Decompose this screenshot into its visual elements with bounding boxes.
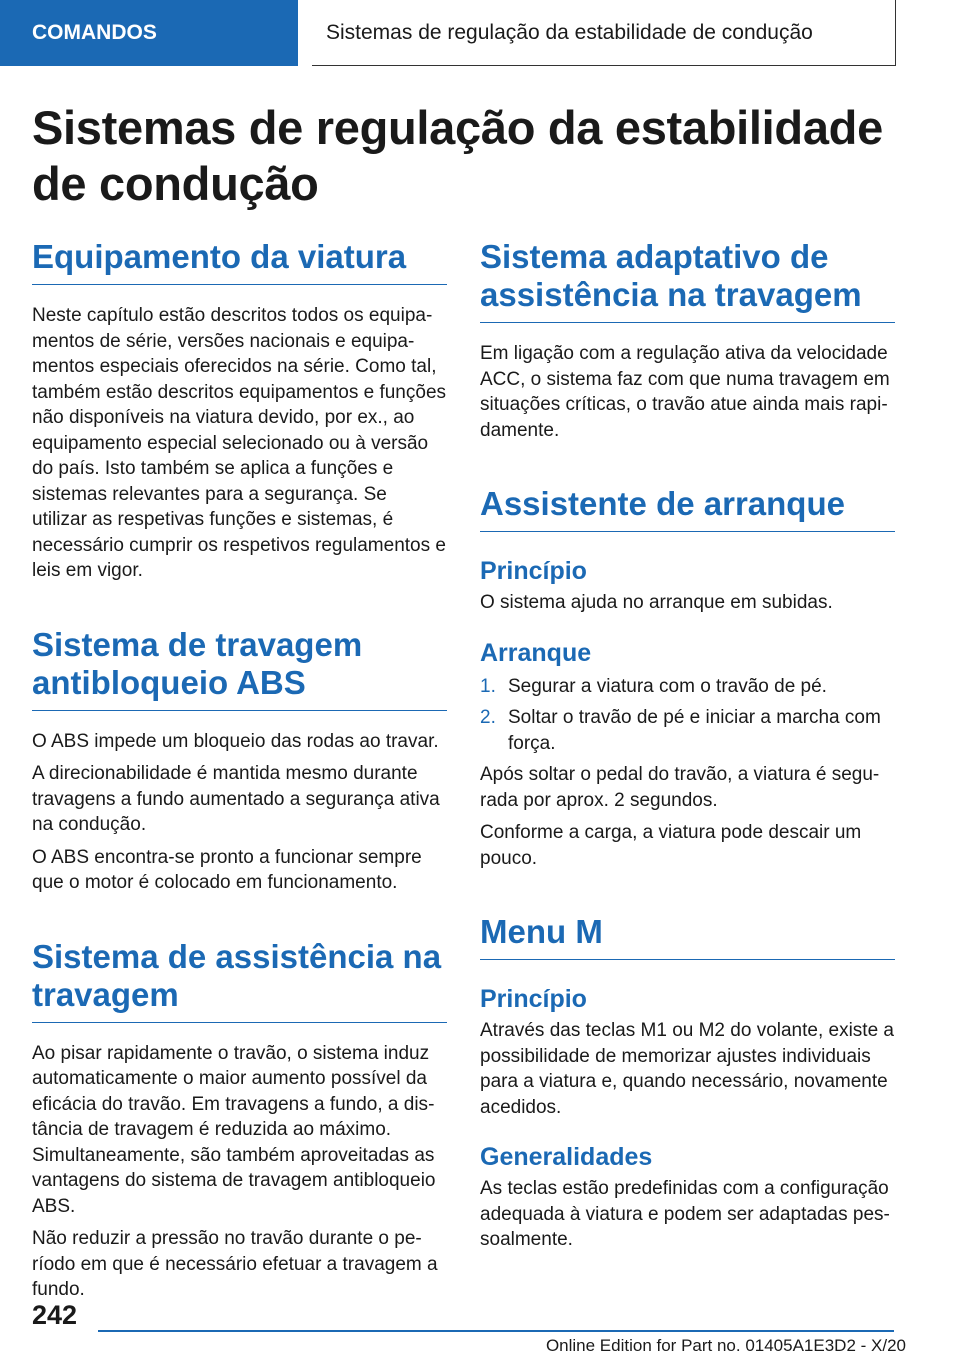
step-text: Segurar a viatura com o travão de pé. — [508, 675, 827, 697]
heading-abs: Sistema de travagem antibloqueio ABS — [32, 626, 447, 711]
subheading-arranque: Arranque — [480, 638, 592, 667]
step-number: 2. — [480, 707, 496, 728]
paragraph: As teclas estão predefinidas com a configuração adequada à viatura e podem ser adaptadas pessoalmente. — [480, 1178, 890, 1250]
paragraph: Neste capítulo estão descritos todos os equipamentos de série, versões nacionais e equipamentos especiais oferecidos na série. Como tal, também estão descritos equipamentos e funções não disponíveis na viatura devido, por ex., ao equipamento especial selecionado ou à versão do país. Isto também se aplica a funções e sistemas relevantes para a segurança. Se utilizar as respetivas funções e sistemas, é necessário cumprir os respetivos regulamentos e leis em vigor. — [32, 305, 447, 581]
page-number: 242 — [32, 1300, 78, 1330]
steps-list — [480, 674, 895, 757]
subheading-principio: Princípio — [480, 557, 587, 585]
step-text: Soltar o travão de pé e iniciar a marcha com força. — [508, 707, 881, 754]
paragraph: O ABS impede um bloqueio das rodas ao travar. — [32, 730, 439, 752]
paragraph: Não reduzir a pressão no travão durante o período em que é necessário efetuar a travagem a fundo. — [32, 1228, 438, 1300]
heading-equipamento: Equipamento da viatura — [32, 238, 447, 285]
list-item — [480, 674, 895, 700]
section-header-label: Sistemas de regulação da estabilidade de condução — [326, 20, 813, 44]
page-title: Sistemas de regulação da estabilidade de condução — [32, 101, 883, 210]
chapter-tab[interactable] — [0, 0, 298, 66]
edition-text: Online Edition for Part no. 01405A1E3D2 - X/20 — [545, 1336, 906, 1355]
heading-assistencia-travagem: Sistema de assistência na travagem — [32, 938, 447, 1023]
paragraph: O ABS encontra-se pronto a funcionar sempre que o motor é colocado em funcionamento. — [32, 846, 422, 893]
paragraph: Após soltar o pedal do travão, a viatura é segurada por aprox. 2 segundos. — [480, 764, 880, 811]
heading-menu-m: Menu M — [480, 913, 895, 960]
section-header — [312, 0, 896, 66]
heading-sistema-adaptativo: Sistema adaptativo de assistência na travagem — [480, 238, 895, 323]
heading-assistente-arranque: Assistente de arranque — [480, 485, 895, 532]
right-column — [480, 238, 895, 1253]
subheading-generalidades: Generalidades — [480, 1143, 653, 1171]
paragraph: A direcionabilidade é mantida mesmo durante travagens a fundo aumentado a segurança ativa na condução. — [32, 763, 440, 835]
subheading-principio: Princípio — [480, 985, 587, 1013]
footer-divider — [98, 1330, 894, 1332]
list-item — [480, 705, 895, 756]
paragraph: Em ligação com a regulação ativa da velocidade ACC, o sistema faz com que numa travagem em situações críticas, o travão atue ainda mais rapidamente. — [480, 343, 890, 441]
paragraph: Através das teclas M1 ou M2 do volante, existe a possibilidade de memorizar ajustes individuais para a viatura e, quando necessário, novamente acedidos. — [480, 1020, 894, 1118]
chapter-tab-label: COMANDOS — [32, 21, 157, 44]
paragraph: O sistema ajuda no arranque em subidas. — [480, 592, 833, 613]
paragraph: Ao pisar rapidamente o travão, o sistema induz automaticamente o maior aumento possível da eficácia do travão. Em travagens a fundo, a distância de travagem é reduzida ao máximo. Simultaneamente, são também aproveitadas as vantagens do sistema de travagem antibloqueio ABS. — [32, 1042, 436, 1217]
left-column — [32, 238, 447, 1303]
paragraph: Conforme a carga, a viatura pode descair um pouco. — [480, 822, 862, 869]
step-number: 1. — [480, 675, 496, 697]
